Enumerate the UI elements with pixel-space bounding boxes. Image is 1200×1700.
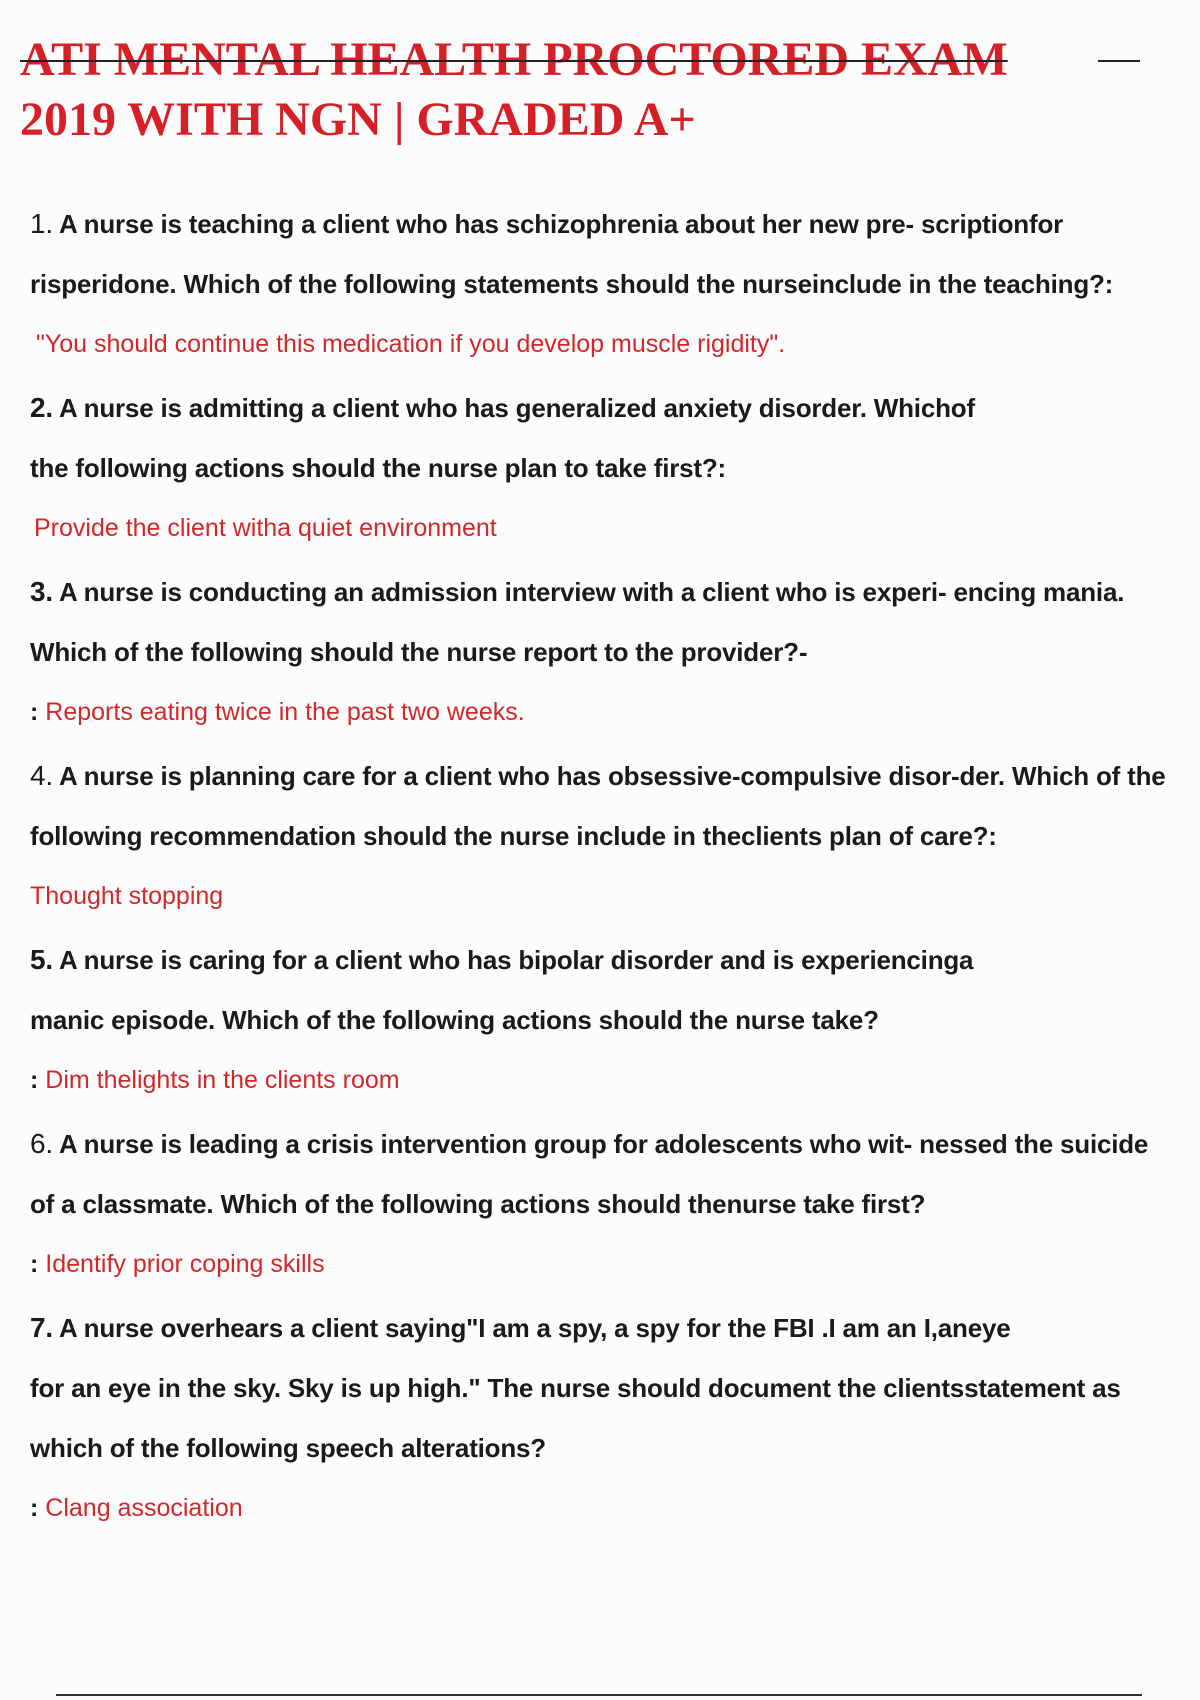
answer-line [30, 498, 1195, 558]
question-text: A nurse is admitting a client who has generalized anxiety disorder. Whichof [59, 393, 975, 423]
question-number: 2. [30, 392, 53, 423]
question-number: 6. [30, 1128, 53, 1159]
question-text: risperidone. Which of the following statements should the nurseinclude in the teaching?: [30, 269, 1114, 299]
question-number: 5. [30, 944, 53, 975]
page-footer-rule [56, 1694, 1142, 1696]
question-text: following recommendation should the nurse include in theclients plan of care?: [30, 821, 997, 851]
question-text-line [30, 1174, 1195, 1234]
question-text-line [30, 806, 1195, 866]
question-text: of a classmate. Which of the following actions should thenurse take first? [30, 1189, 926, 1219]
question-list [30, 194, 1195, 1542]
question-text-line [30, 378, 1195, 438]
question-item [30, 194, 1195, 374]
title-line-1: ATI MENTAL HEALTH PROCTORED EXAM [20, 33, 1008, 86]
answer-text: Clang association [45, 1494, 243, 1522]
question-text: for an eye in the sky. Sky is up high." The nurse should document the clientsstatement as [30, 1373, 1121, 1403]
question-text: A nurse is planning care for a client who has obsessive-compulsive disor-der. Which of the [59, 761, 1166, 791]
question-text-line [30, 438, 1195, 498]
question-text-line [30, 990, 1195, 1050]
answer-line [30, 1478, 1195, 1538]
question-text-line [30, 622, 1195, 682]
question-text: Which of the following should the nurse report to the provider?- [30, 637, 808, 667]
answer-text: Provide the client witha quiet environment [34, 514, 497, 542]
answer-line [30, 1234, 1195, 1294]
question-item [30, 1298, 1195, 1538]
question-text-line [30, 746, 1195, 806]
question-item [30, 378, 1195, 558]
title-line-2: 2019 WITH NGN | GRADED A+ [20, 93, 696, 146]
question-text-line [30, 1298, 1195, 1358]
question-number: 7. [30, 1312, 53, 1343]
question-text-line [30, 194, 1195, 254]
answer-text: Thought stopping [30, 882, 224, 910]
question-number: 4. [30, 760, 53, 791]
answer-prefix: : [30, 1066, 39, 1094]
question-item [30, 746, 1195, 926]
answer-prefix: : [30, 1494, 39, 1522]
question-text-line [30, 254, 1195, 314]
question-text: the following actions should the nurse plan to take first?: [30, 453, 727, 483]
answer-prefix: : [30, 698, 39, 726]
answer-line [30, 1050, 1195, 1110]
question-text: A nurse is teaching a client who has schizophrenia about her new pre- scriptionfor [59, 209, 1064, 239]
answer-line [30, 682, 1195, 742]
question-text: A nurse is caring for a client who has bipolar disorder and is experiencinga [59, 945, 974, 975]
page-title [20, 30, 1140, 150]
title-underline [1098, 60, 1140, 62]
question-item [30, 930, 1195, 1110]
answer-line [30, 314, 1195, 374]
question-text: which of the following speech alterations? [30, 1433, 546, 1463]
answer-line [30, 866, 1195, 926]
question-number: 3. [30, 576, 53, 607]
question-text: manic episode. Which of the following actions should the nurse take? [30, 1005, 879, 1035]
question-text-line [30, 1114, 1195, 1174]
answer-text: Dim thelights in the clients room [45, 1066, 400, 1094]
question-number: 1. [30, 208, 53, 239]
answer-prefix: : [30, 1250, 39, 1278]
question-text-line [30, 562, 1195, 622]
answer-text: Reports eating twice in the past two weeks. [45, 698, 525, 726]
question-item [30, 562, 1195, 742]
question-text: A nurse overhears a client saying"I am a spy, a spy for the FBI .I am an I,aneye [59, 1313, 1011, 1343]
answer-text: "You should continue this medication if you develop muscle rigidity". [36, 330, 786, 358]
question-text-line [30, 1358, 1195, 1418]
question-text-line [30, 930, 1195, 990]
question-text: A nurse is leading a crisis intervention group for adolescents who wit- nessed the suicide [59, 1129, 1149, 1159]
answer-text: Identify prior coping skills [45, 1250, 325, 1278]
question-item [30, 1114, 1195, 1294]
question-text: A nurse is conducting an admission interview with a client who is experi- encing mania. [59, 577, 1125, 607]
question-text-line [30, 1418, 1195, 1478]
